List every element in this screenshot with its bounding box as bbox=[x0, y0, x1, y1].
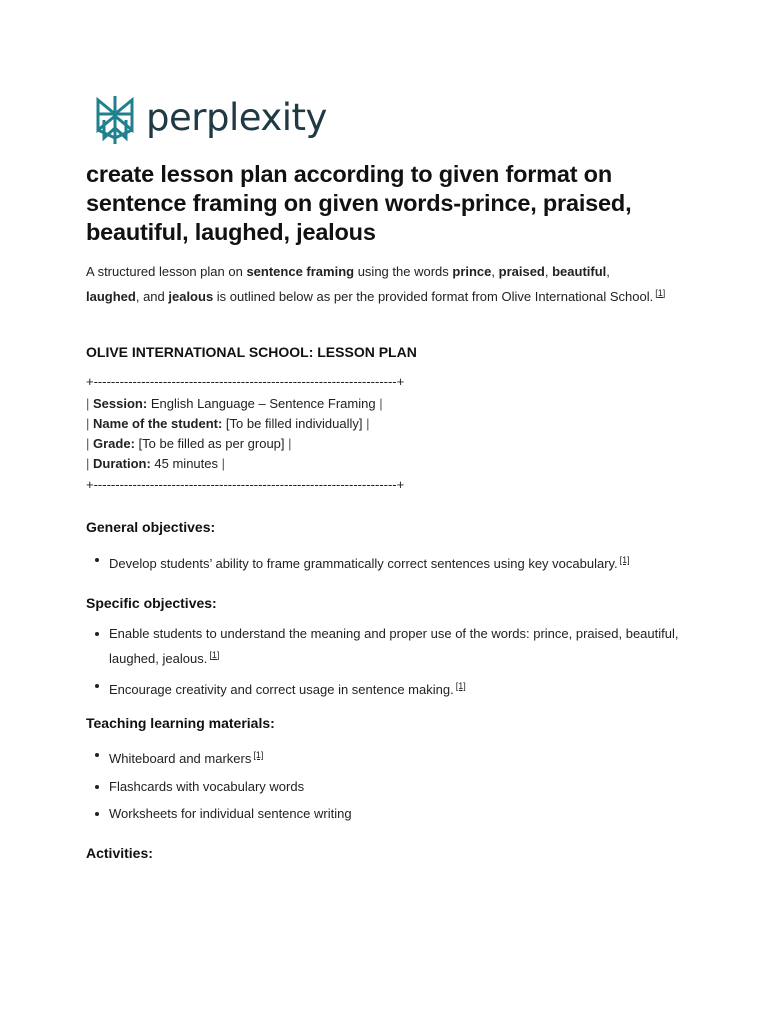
box-row-student bbox=[86, 414, 370, 434]
intro-bold-term: beautiful bbox=[552, 264, 607, 279]
intro-bold-term: laughed bbox=[86, 288, 136, 304]
box-pipe: | bbox=[86, 436, 90, 451]
citation-link[interactable]: [1] bbox=[655, 287, 666, 298]
activities-heading: Activities: bbox=[86, 845, 153, 861]
box-label: Grade: bbox=[93, 436, 135, 451]
intro-text: is outlined below as per the provided format from Olive International School. bbox=[213, 288, 654, 304]
list-item-text: Whiteboard and markers bbox=[109, 751, 252, 766]
box-pipe: | bbox=[86, 456, 90, 471]
list-item bbox=[86, 804, 686, 825]
list-item bbox=[86, 777, 686, 798]
box-label: Name of the student: bbox=[93, 416, 223, 431]
box-bottom-border: +----------------------------------------------------------------------+ bbox=[86, 477, 405, 492]
citation-link[interactable]: [1] bbox=[455, 681, 466, 691]
list-item-text: Develop students’ ability to frame grammatically correct sentences using key vocabulary. bbox=[109, 556, 618, 571]
box-pipe: | bbox=[86, 416, 90, 431]
box-label: Session: bbox=[93, 396, 148, 411]
intro-text: , bbox=[491, 264, 499, 279]
box-value: 45 minutes bbox=[150, 456, 222, 471]
box-row-grade bbox=[86, 434, 292, 454]
list-item bbox=[86, 550, 686, 575]
intro-bold-term: jealous bbox=[168, 288, 214, 304]
list-item bbox=[86, 676, 686, 701]
intro-text: A structured lesson plan on bbox=[86, 264, 247, 279]
box-value: [To be filled as per group] bbox=[134, 436, 289, 451]
perplexity-logo-icon bbox=[94, 94, 136, 146]
intro-paragraph bbox=[86, 262, 686, 307]
specific-objectives-heading: Specific objectives: bbox=[86, 595, 217, 611]
box-row-session bbox=[86, 394, 383, 414]
box-value: [To be filled individually] bbox=[222, 416, 367, 431]
intro-bold-term: sentence framing bbox=[246, 264, 355, 279]
page-title: create lesson plan according to given format on sentence framing on given words-prince, praised, beautiful, laughed, jealous bbox=[86, 161, 632, 245]
perplexity-logo bbox=[94, 94, 327, 146]
intro-bold-term: praised bbox=[498, 264, 545, 279]
box-pipe: | bbox=[221, 456, 226, 471]
list-item-text: Flashcards with vocabulary words bbox=[109, 778, 305, 794]
box-pipe: | bbox=[288, 436, 292, 451]
general-objectives-list bbox=[86, 550, 686, 575]
school-heading: OLIVE INTERNATIONAL SCHOOL: LESSON PLAN bbox=[86, 344, 417, 360]
citation-link[interactable]: [1] bbox=[619, 555, 630, 565]
materials-heading: Teaching learning materials: bbox=[86, 715, 275, 731]
box-value: English Language – Sentence Framing bbox=[147, 396, 380, 411]
box-row-duration bbox=[86, 454, 225, 474]
logo-wordmark: perplexity bbox=[146, 95, 327, 139]
box-pipe: | bbox=[366, 416, 370, 431]
materials-list bbox=[86, 745, 686, 825]
list-item-text: Worksheets for individual sentence writing bbox=[109, 806, 352, 821]
box-label: Duration: bbox=[93, 456, 151, 471]
box-pipe: | bbox=[86, 396, 90, 411]
box-pipe: | bbox=[379, 396, 383, 411]
intro-text: , and bbox=[135, 288, 169, 304]
general-objectives-heading: General objectives: bbox=[86, 519, 216, 535]
intro-text: , bbox=[544, 264, 553, 279]
intro-text: , bbox=[606, 264, 610, 279]
citation-link[interactable]: [1] bbox=[253, 750, 264, 760]
intro-bold-term: prince bbox=[452, 264, 492, 279]
list-item bbox=[86, 745, 686, 770]
list-item bbox=[86, 624, 686, 669]
box-top-border: +----------------------------------------------------------------------+ bbox=[86, 374, 405, 389]
citation-link[interactable]: [1] bbox=[209, 649, 220, 660]
specific-objectives-list bbox=[86, 624, 686, 701]
list-item-text: Enable students to understand the meaning and proper use of the words: prince, praised, beautiful, laughed, jealous. bbox=[109, 626, 679, 666]
list-item-text: Encourage creativity and correct usage in sentence making. bbox=[109, 682, 454, 697]
intro-text: using the words bbox=[354, 264, 453, 279]
